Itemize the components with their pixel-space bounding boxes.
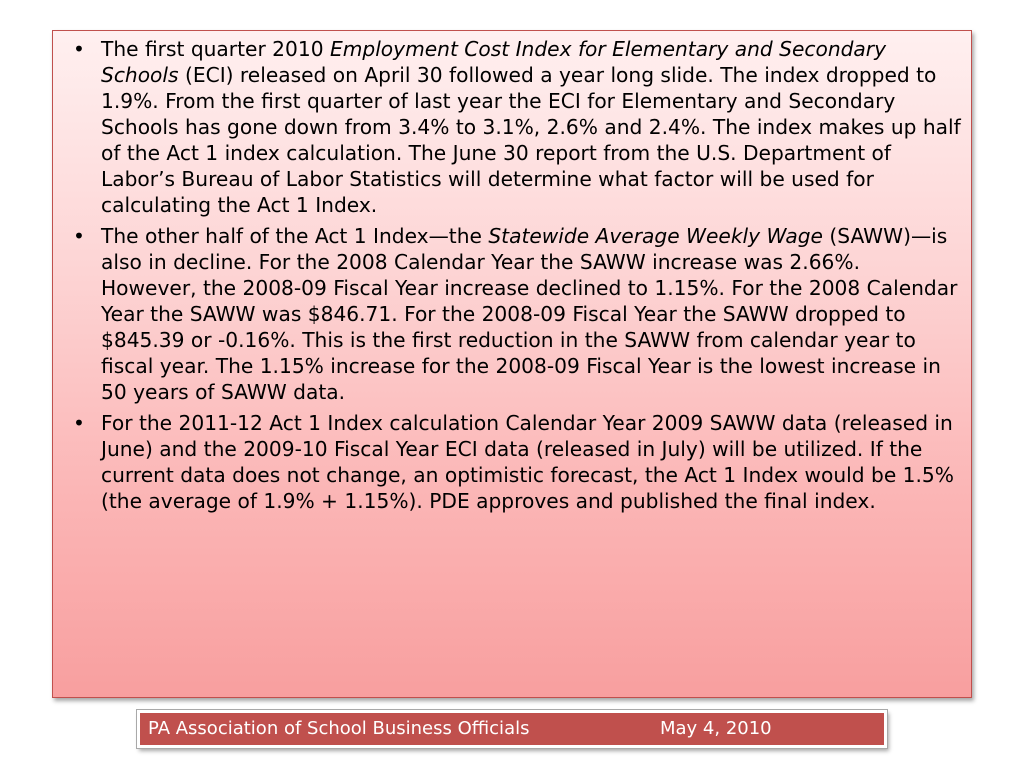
bullet-text-body: (SAWW)—is also in decline. For the 2008 Calendar Year the SAWW increase was 2.66%. However, the 2008-09 Fiscal Year increase declined to 1.15%. For the 2008 Calendar Year the SAWW was $846.71. For the 2008-09 Fiscal Year the SAWW dropped to $845.39 or -0.16%. This is the first reduction in the SAWW from calendar year to fiscal year. The 1.15% increase for the 2008-09 Fiscal Year is the lowest increase in 50 years of SAWW data. [101, 224, 958, 404]
bullet-text-body: (ECI) released on April 30 followed a year long slide. The index dropped to 1.9%. From the first quarter of last year the ECI for Elementary and Secondary Schools has gone down from 3.4% to 3.1%, 2.6% and 2.4%. The index makes up half of the Act 1 index calculation. The June 30 report from the U.S. Department of Labor’s Bureau of Labor Statistics will determine what factor will be used for calculating the Act 1 Index. [101, 63, 961, 217]
bullet-marker: • [73, 224, 85, 248]
bullet-text-intro: The other half of the Act 1 Index—the [101, 224, 489, 248]
bullet-text-emphasis: Employment Cost Index for Elementary and Secondary Schools [101, 37, 887, 87]
bullet-text-emphasis: Statewide Average Weekly Wage [488, 224, 823, 248]
bullet-text-intro: The first quarter 2010 [101, 37, 330, 61]
bullet-marker: • [73, 37, 85, 61]
bullet-item-forecast [71, 410, 961, 514]
bullet-item-eci [71, 36, 961, 218]
bullet-item-saww [71, 223, 961, 405]
bullet-text-body: For the 2011-12 Act 1 Index calculation Calendar Year 2009 SAWW data (released in June) and the 2009-10 Fiscal Year ECI data (released in July) will be utilized. If the current data does not change, an optimistic forecast, the Act 1 Index would be 1.5% (the average of 1.9% + 1.15%). PDE approves and published the final index. [101, 411, 954, 513]
bullet-marker: • [73, 411, 85, 435]
bullet-list [71, 36, 961, 514]
content-text-box [52, 30, 972, 698]
footer-date: May 4, 2010 [660, 718, 772, 739]
footer-organization: PA Association of School Business Officials [148, 718, 530, 739]
footer-bar [137, 710, 887, 748]
